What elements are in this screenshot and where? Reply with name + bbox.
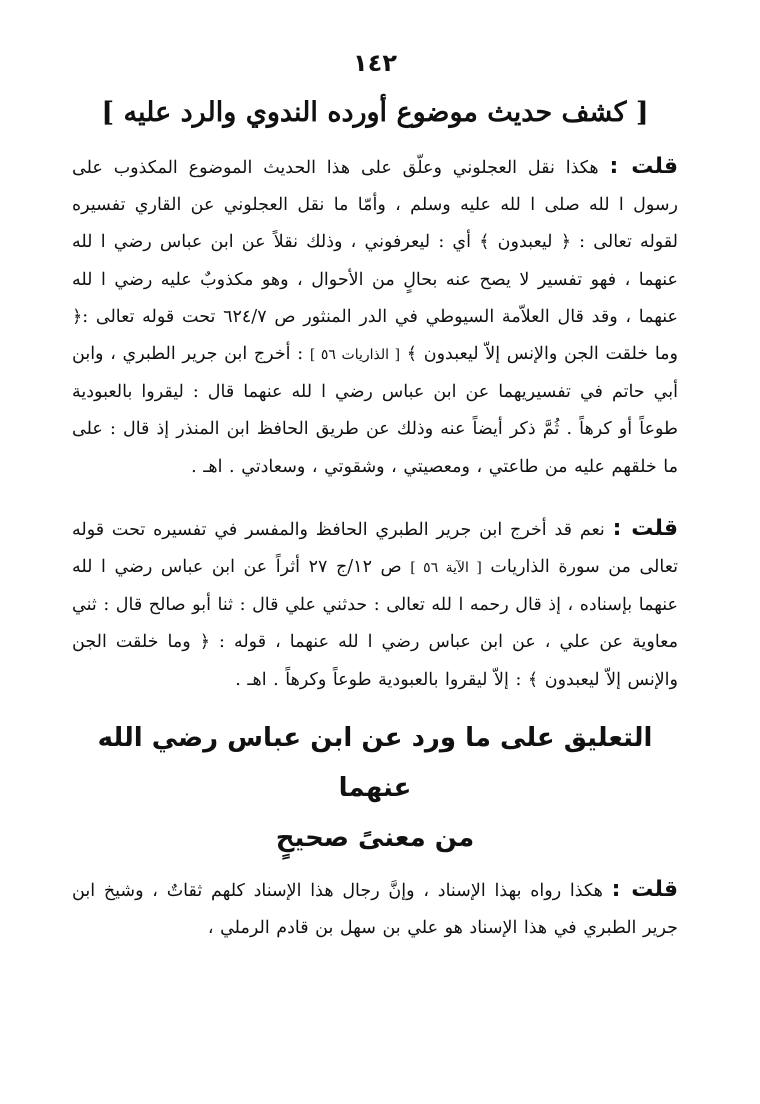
paragraph-2-text: نعم قد أخرج ابن جرير الطبري الحافظ والمفسر في تفسيره تحت قوله تعالى من سورة الذاريات	[72, 519, 679, 578]
paragraph-gap	[72, 486, 678, 510]
paragraph-2	[72, 510, 678, 699]
page-number: ١٤٢	[353, 49, 397, 77]
subsection-heading	[72, 713, 678, 863]
section-title: [ كشف حديث موضوع أورده الندوي والرد عليه ]	[101, 97, 649, 128]
paragraph-1-text: هكذا نقل العجلوني وعلّق على هذا الحديث الموضوع المكذوب على رسول ا لله صلى ا لله عليه وسلم ، وأمّا ما نقل العجلوني عن القاري تفسيره لقوله تعالى : ﴿ ليعبدون ﴾ أي : ليعرفوني ، وذلك نقلاً عن ابن عباس رضي ا لله عنهما ، فهو تفسير لا يصح عنه بحالٍ من الأحوال ، وهو مكذوبٌ عليه رضي ا لله عنهما ، وقد قال العلاّمة السيوطي في الدر المنثور ص ٦٢٤/٧ تحت قوله تعالى :﴿ وما خلقت الجن والإنس إلاّ ليعبدون ﴾	[72, 158, 678, 365]
paragraph-1-text-after: : أخرج ابن جرير الطبري ، وابن أبي حاتم في تفسيريهما عن ابن عباس رضي ا لله عنهما قال : ليقروا بالعبودية طوعاً أو كرهاً . ثُمَّ ذكر أيضاً عنه وذلك عن طريق الحافظ ابن المنذر إذ قال : على ما خلقهم عليه من طاعتي ، ومعصيتي ، وشقوتي ، وسعادتي . اهـ .	[72, 344, 678, 477]
paragraph-2-lead: قلت :	[612, 515, 678, 541]
paragraph-3	[72, 871, 678, 947]
paragraph-2-ref: [ الآية ٥٦ ]	[410, 560, 482, 577]
subsection-heading-line-2: من معنىً صحيحٍ	[275, 822, 475, 853]
paragraph-1-ref: [ الذاريات ٥٦ ]	[309, 347, 401, 364]
paragraph-2-text-after: ص ١٢/ج ٢٧ أثراً عن ابن عباس رضي ا لله عنهما بإسناده ، إذ قال رحمه ا لله تعالى : حدثني علي قال : ثنا أبو صالح قال : ثني معاوية عن علي ، عن ابن عباس رضي ا لله عنهما ، قوله : ﴿ وما خلقت الجن والإنس إلاّ ليعبدون ﴾ : إلاّ ليقروا بالعبودية طوعاً وكرهاً . اهـ .	[72, 557, 678, 690]
paragraph-3-text: هكذا رواه بهذا الإسناد ، وإنَّ رجال هذا الإسناد كلهم ثقاتٌ ، وشيخ ابن جرير الطبري في هذا الإسناد هو علي بن سهل بن قادم الرملي ،	[72, 880, 678, 939]
paragraph-3-lead: قلت :	[611, 876, 678, 902]
paragraph-1	[72, 148, 678, 486]
subsection-heading-line-1: التعليق على ما ورد عن ابن عباس رضي الله عنهما	[97, 722, 653, 803]
paragraph-1-lead: قلت :	[609, 154, 678, 179]
